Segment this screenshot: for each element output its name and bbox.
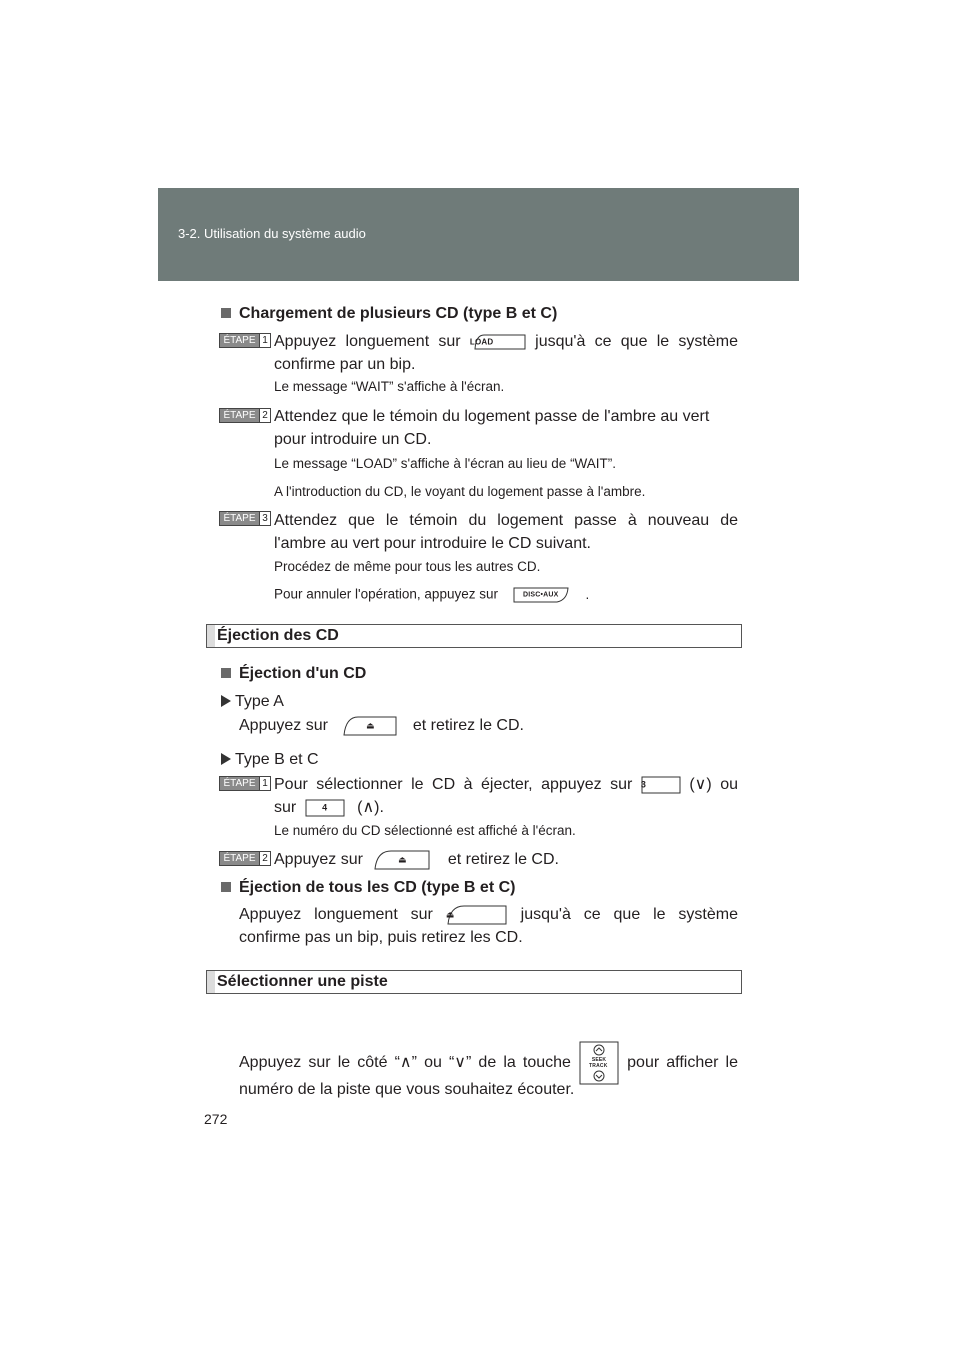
square-bullet-icon <box>221 308 231 318</box>
step1-note: Le message “WAIT” s'affiche à l'écran. <box>274 379 505 394</box>
section-title-eject: Éjection des CD <box>206 624 742 648</box>
page-number: 272 <box>204 1111 228 1127</box>
eject-all-heading: Éjection de tous les CD (type B et C) <box>221 879 515 897</box>
loading-heading: Chargement de plusieurs CD (type B et C) <box>221 305 557 323</box>
section-title-track: Sélectionner une piste <box>206 970 742 994</box>
step2-note: Le message “LOAD” s'affiche à l'écran au lieu de “WAIT”. <box>274 456 617 471</box>
step1-text: Appuyez longuement sur LOAD jusqu'à ce que le système <box>274 333 738 350</box>
square-bullet-icon <box>221 882 231 892</box>
step-badge: ÉTAPE 1 <box>219 333 271 348</box>
step2-text: Attendez que le témoin du logement passe de l'ambre au vert <box>274 408 710 425</box>
eject-step1-text: Pour sélectionner le CD à éjecter, appuyez sur 3 (∨) ou <box>274 776 738 793</box>
chapter-header <box>158 188 799 281</box>
eject-all-text-cont: confirme pas un bip, puis retirez les CD. <box>239 929 523 946</box>
eject-button-icon: ⏏ <box>373 849 431 871</box>
type-bc-label: Type B et C <box>221 748 319 771</box>
step3-note: Procédez de même pour tous les autres CD. <box>274 559 541 574</box>
eject-button-icon: ⏏ <box>342 715 398 737</box>
button-4-icon: 4 <box>305 799 345 817</box>
step3-text: Attendez que le témoin du logement passe à nouveau de <box>274 512 738 529</box>
eject-one-heading: Éjection d'un CD <box>221 665 366 683</box>
step2-text-cont: pour introduire un CD. <box>274 431 432 448</box>
eject-all-text: Appuyez longuement sur ⏏ jusqu'à ce que le système <box>239 903 738 926</box>
eject-step2-text: Appuyez sur ⏏ et retirez le CD. <box>274 848 559 871</box>
step3-note: Pour annuler l'opération, appuyez sur DISC•AUX . <box>274 586 589 604</box>
step-badge: ÉTAPE 1 <box>219 776 271 791</box>
load-button-icon: LOAD <box>470 333 526 351</box>
type-a-text: Appuyez sur ⏏ et retirez le CD. <box>239 714 524 737</box>
disc-aux-button-icon: DISC•AUX <box>512 586 570 604</box>
button-3-icon: 3 <box>641 776 681 794</box>
step-badge: ÉTAPE 3 <box>219 511 271 526</box>
step2-note: A l'introduction du CD, le voyant du logement passe à l'ambre. <box>274 484 646 499</box>
track-text-cont: numéro de la piste que vous souhaitez écouter. <box>239 1081 575 1098</box>
triangle-bullet-icon <box>221 753 231 765</box>
step3-text-cont: l'ambre au vert pour introduire le CD suivant. <box>274 535 591 552</box>
triangle-bullet-icon <box>221 695 231 707</box>
eject-button-icon: ⏏ <box>446 904 508 926</box>
eject-step1-text-cont: sur 4 (∧). <box>274 799 384 816</box>
seek-track-button-icon: SEEK TRACK <box>578 1040 620 1086</box>
step1-text-cont: confirme par un bip. <box>274 356 416 373</box>
step-badge: ÉTAPE 2 <box>219 408 271 423</box>
track-text: Appuyez sur le côté “∧” ou “∨” de la touche SEEK TRACK pour afficher le <box>239 1040 738 1086</box>
square-bullet-icon <box>221 668 231 678</box>
eject-step1-note: Le numéro du CD sélectionné est affiché à l'écran. <box>274 823 576 838</box>
step-badge: ÉTAPE 2 <box>219 851 271 866</box>
breadcrumb: 3-2. Utilisation du système audio <box>178 226 366 241</box>
type-a-label: Type A <box>221 690 284 713</box>
